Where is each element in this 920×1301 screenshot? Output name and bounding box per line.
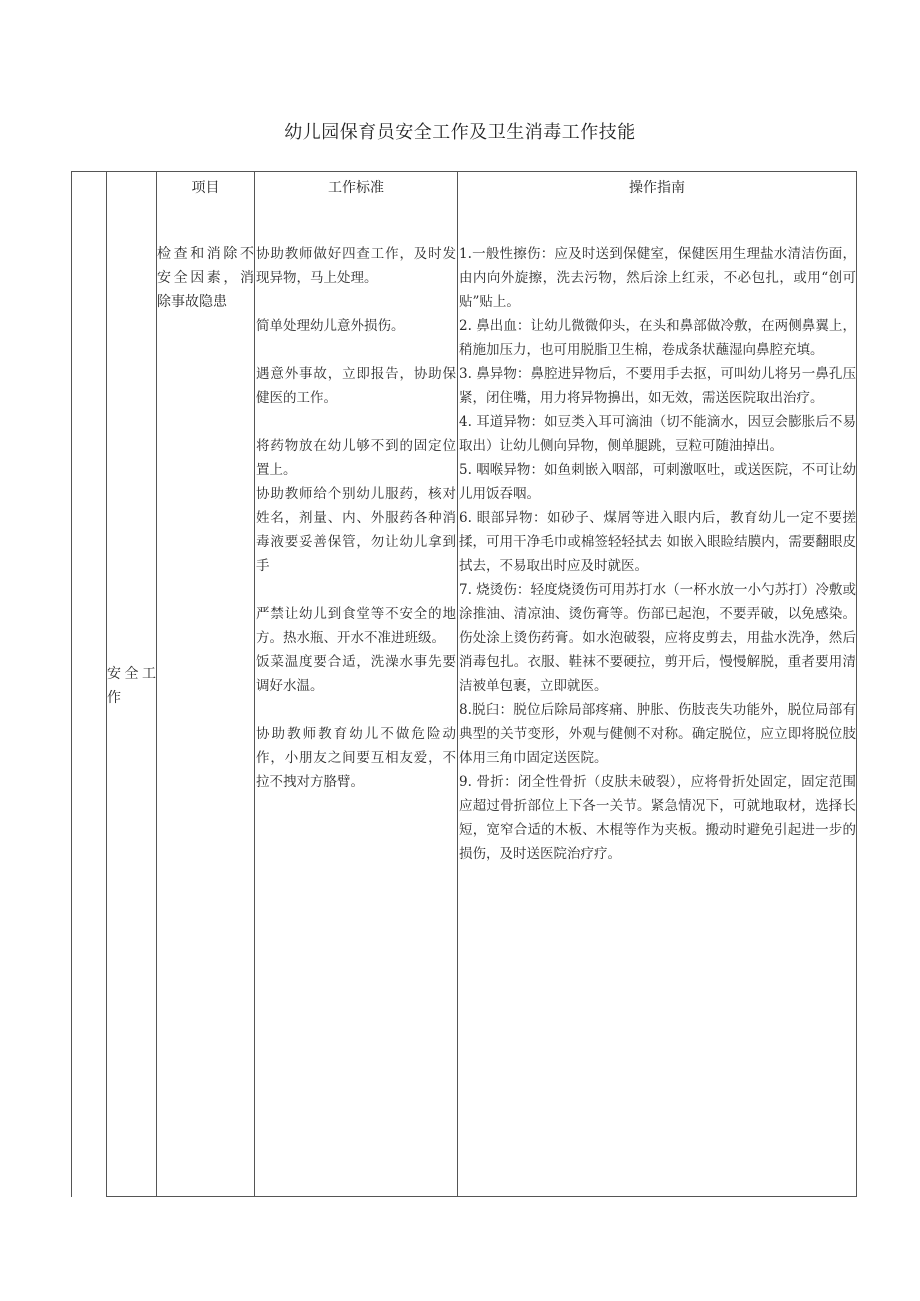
header-standard: 工作标准	[328, 180, 384, 196]
standard-item: 饭菜温度要合适，洗澡水事先要调好水温。	[256, 654, 456, 694]
standard-item: 协助教师给个别幼儿服药，核对姓名，剂量、内、外服药各种消毒液要妥善保管，勿让幼儿拿到手	[256, 486, 456, 574]
column-divider-item	[156, 171, 157, 1197]
guide-item: 1.一般性擦伤：应及时送到保健室，保健医用生理盐水清洁伤面，由内向外旋擦，洗去污物，然后涂上红汞，不必包扎，或用“创可贴”贴上。	[459, 246, 856, 310]
page-title: 幼儿园保育员安全工作及卫生消毒工作技能	[284, 122, 636, 143]
guide-item: 5. 咽喉异物：如鱼刺嵌入咽部，可刺激呕吐，或送医院，不可让幼儿用饭吞咽。	[459, 462, 856, 502]
column-divider-guide	[457, 171, 458, 1197]
header-guide: 操作指南	[629, 180, 685, 196]
guide-item: 6. 眼部异物：如砂子、煤屑等进入眼内后，教育幼儿一定不要搓揉，可用干净毛巾或棉签轻轻拭去 如嵌入眼睑结膜内，需要翻眼皮拭去，不易取出时应及时就医。	[459, 510, 856, 574]
guide-item: 4. 耳道异物：如豆类入耳可滴油（切不能滴水，因豆会膨胀后不易取出）让幼儿侧向异物，侧单腿跳，豆粒可随油掉出。	[459, 414, 856, 454]
table-right-border	[856, 171, 857, 1197]
standards-cell	[256, 242, 456, 794]
guide-cell	[459, 242, 856, 866]
header-item: 项目	[191, 180, 220, 196]
category-cell: 安全工作	[107, 666, 156, 706]
standard-item: 严禁让幼儿到食堂等不安全的地方。热水瓶、开水不准进班级。	[256, 606, 456, 646]
column-divider-standard	[254, 171, 255, 1197]
standard-item: 协助教师教育幼儿不做危险动作，小朋友之间要互相友爱，不拉不拽对方胳臂。	[256, 726, 456, 790]
guide-item: 7. 烧烫伤：轻度烧烫伤可用苏打水（一杯水放一小勺苏打）冷敷或涂推油、清凉油、烫伤膏等。伤部已起泡，不要弄破，以免感染。伤处涂上烫伤药膏。如水泡破裂，应将皮剪去，用盐水洗净，然后消毒包扎。衣服、鞋袜不要硬拉，剪开后，慢慢解脱，重者要用清洁被单包裹，立即就医。	[459, 582, 856, 694]
table-bottom-border	[106, 1196, 857, 1197]
standard-item: 协助教师做好四查工作，及时发现异物，马上处理。	[256, 246, 456, 286]
standard-item: 遇意外事故，立即报告，协助保健医的工作。	[256, 366, 456, 406]
standard-item: 将药物放在幼儿够不到的固定位置上。	[256, 438, 456, 478]
item-cell: 检查和消除不安全因素，消除事故隐患	[157, 246, 254, 310]
table-left-border	[71, 171, 72, 1197]
standard-item: 简单处理幼儿意外损伤。	[256, 318, 405, 334]
guide-item: 9. 骨折：闭全性骨折（皮肤未破裂），应将骨折处固定，固定范围应超过骨折部位上下各一关节。紧急情况下，可就地取材，选择长短，宽窄合适的木板、木棍等作为夹板。搬动时避免引起进一步的损伤，及时送医院治疗疗。	[459, 774, 856, 862]
table-top-border	[71, 171, 857, 172]
guide-item: 3. 鼻异物：鼻腔进异物后，不要用手去抠，可叫幼儿将另一鼻孔压紧，闭住嘴，用力将异物擤出，如无效，需送医院取出治疗。	[459, 366, 856, 406]
guide-item: 2. 鼻出血：让幼儿微微仰头，在头和鼻部做冷敷，在两侧鼻翼上，稍施加压力，也可用脱脂卫生棉，卷成条状蘸湿向鼻腔充填。	[459, 318, 856, 358]
guide-item: 8.脱臼：脱位后除局部疼痛、肿胀、伤肢丧失功能外，脱位局部有典型的关节变形，外观与健侧不对称。确定脱位，应立即将脱位肢体用三角巾固定送医院。	[459, 702, 856, 766]
